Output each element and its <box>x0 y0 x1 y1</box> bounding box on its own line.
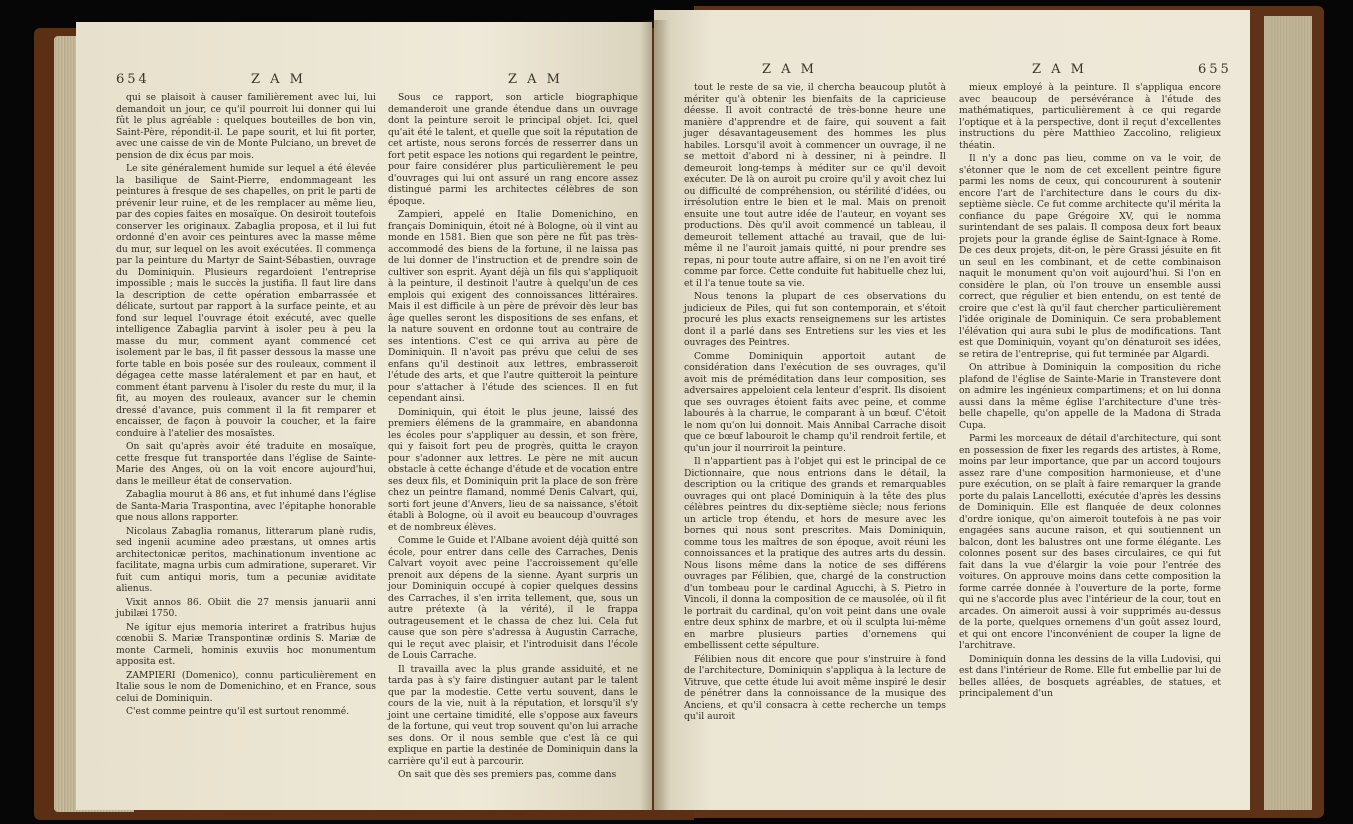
paragraph: Il travailla avec la plus grande assiduité, et ne tarda pas à s'y faire distinguer autant par le talent que par la modestie. Cette vertu souvent, dans le cours de la vie, nuit à la réputation, et lorsqu'il s'y joint une certaine timidité, elle s'oppose aux faveurs de la fortune, qui veut trop souvent qu'on lui arrache ses dons. Or il nous semble que c'est là ce qui explique en partie la destinée de Dominiquin dans la carrière qu'il eut à parcourir. <box>388 663 638 767</box>
book-gutter <box>640 20 670 810</box>
left-running-head-center: Z A M <box>508 72 563 87</box>
paragraph: Félibien nous dit encore que pour s'instruire à fond de l'architecture, Dominiquin s'appliqua à la lecture de Vitruve, que cette étude lui avoit même inspiré le desir de pénétrer dans la connoissance de la musique des Anciens, et qu'il consacra à cette recherche un temps qu'il auroit <box>684 653 946 722</box>
right-page <box>654 10 1250 810</box>
right-column-2 <box>959 82 1221 702</box>
left-page <box>76 22 652 810</box>
left-column-2 <box>388 92 638 783</box>
paragraph: Comme Dominiquin apportoit autant de considération dans l'exécution de ses ouvrages, qu'il avoit mis de préméditation dans leur composition, ses adversaires appeloient cela lenteur d'esprit. Ils disoient que ses ouvrages étoient faits avec peine, et comme labourés à la charrue, le comparant à un bœuf. C'étoit le nom qu'on lui donnoit. Mais Annibal Carrache disoit que ce bœuf labouroit le champ qu'il rendroit fertile, et qu'un jour il nourriroit la peinture. <box>684 350 946 454</box>
right-running-head: Z A M <box>1032 62 1087 77</box>
paragraph: On sait qu'après avoir été traduite en mosaïque, cette fresque fut transportée dans l'église de Sainte-Marie des Anges, où on la voit encore aujourd'hui, dans le meilleur état de conservation. <box>116 441 376 487</box>
right-column-1 <box>684 82 946 725</box>
right-page-number: 655 <box>1198 62 1232 77</box>
paragraph: Ne igitur ejus memoria interiret a fratribus hujus cœnobii S. Mariæ Transpontinæ ordinis S. Mariæ de monte Carmeli, hominis exuviis hoc monumentum apposita est. <box>116 621 376 667</box>
paragraph: Dominiquin, qui étoit le plus jeune, laissé des premiers élémens de la grammaire, en abandonna les écoles pour s'appliquer au dessin, et son frère, qui y faisoit fort peu de progrès, quitta le crayon pour s'adonner aux lettres. Le père ne mit aucun obstacle à cette échange d'étude et de vocation entre ses deux fils, et Dominiquin prit la place de son frère chez un peintre flamand, nommé Denis Calvart, qui, sorti fort jeune d'Anvers, lieu de sa naissance, s'étoit établi à Bologne, où il avoit eu beaucoup d'ouvrages et de nombreux élèves. <box>388 406 638 533</box>
left-page-number: 654 <box>116 72 150 87</box>
paragraph: On attribue à Dominiquin la composition du riche plafond de l'église de Sainte-Marie in Transtevere dont on admire les ingénieux compartimens; et on lui donna aussi dans la même église l'architecture d'une très-belle chapelle, qu'on appelle de la Madona di Strada Cupa. <box>959 362 1221 431</box>
paragraph: Le site généralement humide sur lequel a été élevée la basilique de Saint-Pierre, endommageant les peintures à fresque de ses chapelles, on prit le parti de prévenir leur ruine, et de les remplacer au même lieu, par des copies faites en mosaïque. On desiroit toutefois conserver les originaux. Zabaglia proposa, et il lui fut ordonné d'en avoir ces peintures avec la masse même du mur, sur lequel on les avoit exécutées. Il commença par la peinture du Martyr de Saint-Sébastien, ouvrage du Dominiquin. Plusieurs regardoient l'entreprise impossible ; mais le succès la justifia. Il faut lire dans la description de cette opération embarrassée et délicate, surtout par rapport à la surface peinte, et au fond sur lequel l'ouvrage étoit exécuté, avec quelle intelligence Zabaglia parvint à isoler peu à peu la masse du mur, comment ayant commencé cet isolement par le bas, il fit passer dessous la masse une forte table en bois posée sur des rouleaux, comment il dégagea cette masse latéralement et par en haut, et comment étant parvenu à l'isoler du reste du mur, il la fit, au moyen des rouleaux, avancer sur le chemin dressé d'avance, puis comment il la fit remparer et encaisser, de façon à pouvoir la coucher, et la faire conduire à l'atelier des mosaïstes. <box>116 163 376 439</box>
paragraph: Il n'y a donc pas lieu, comme on va le voir, de s'étonner que le nom de cet excellent peintre figure parmi les noms de ceux, qui concoururent à soutenir encore l'art de l'architecture dans le cours du dix-septième siècle. Ce fut comme architecte qu'il mérita la confiance du pape Grégoire XV, qui le nomma surintendant de ses palais. Il composa deux fort beaux projets pour la grande église de Saint-Ignace à Rome. De ces deux projets, dit-on, le père Grassi jésuite en fit un seul en les combinant, et de cette combinaison naquit le monument qu'on voit aujourd'hui. Si l'on en considère le plan, où l'on trouve un ensemble aussi correct, que régulier et bien entendu, on est tenté de croire que c'est là qu'il faut chercher particulièrement l'idée originale de Dominiquin. Ce sera probablement l'élévation qui aura subi le plus de modifications. Tant est que Dominiquin, voyant qu'on dénaturoit ses idées, se retira de l'entreprise, qui fut terminée par Algardi. <box>959 153 1221 360</box>
paragraph: Zampieri, appelé en Italie Domenichino, en français Dominiquin, étoit né à Bologne, où il vint au monde en 1581. Bien que son père ne fût pas très-accommodé des biens de la fortune, il ne laissa pas de lui donner de l'instruction et de prendre soin de cultiver son esprit. Ayant déjà un fils qui s'appliquoit à la peinture, il destinoit l'autre à quelqu'un de ces emplois qui exigent des connoissances littéraires. Mais il est difficile à un père de prévoir dès leur bas âge quelles seront les dispositions de ses enfans, et la nature souvent en ordonne tout au contraire de ses intentions. C'est ce qui arriva au père de Dominiquin. Il n'avoit pas prévu que celui de ses enfans qu'il destinoit aux lettres, embrasseroit l'étude des arts, et que l'autre quitteroit la peinture pour s'attacher à l'étude des sciences. Il en fut cependant ainsi. <box>388 209 638 404</box>
paragraph: Parmi les morceaux de détail d'architecture, qui sont en possession de fixer les regards des artistes, à Rome, moins par leur importance, que par un accord toujours assez rare d'une composition harmonieuse, et d'une pure exécution, on se plaît à faire remarquer la grande porte du palais Lancellotti, exécutée d'après les dessins de Dominiquin. Elle est flanquée de deux colonnes d'ordre ionique, qu'on aimeroit toutefois à ne pas voir engagées sans aucune raison, et qui soutiennent un balcon, dont les balustres ont une forme élégante. Les colonnes posent sur des bases circulaires, ce qui fut fait dans la vue d'élargir la voie pour l'entrée des voitures. On approuve moins dans cette composition la forme carrée donnée à l'ouverture de la porte, forme qui ne s'accorde plus avec l'intérieur de la cour, tout en arcades. On aimeroit aussi à voir supprimés au-dessus de la porte, quelques ornemens d'un goût assez lourd, et qui ont encore l'inconvénient de couper la ligne de l'architrave. <box>959 433 1221 651</box>
paragraph: Il n'appartient pas à l'objet qui est le principal de ce Dictionnaire, que nous entrions dans le détail, la description ou la critique des grands et remarquables ouvrages qui ont placé Dominiquin à la tête des plus célèbres peintres du dix-septième siècle; nous ferions un article trop étendu, et hors de mesure avec les bornes qui nous sont prescrites. Mais Dominiquin, comme tous les maîtres de son époque, avoit réuni les connoissances et la pratique des autres arts du dessin. Nous lisons même dans la notice de ses différens ouvrages par Félibien, que, chargé de la construction d'un tombeau pour le cardinal Agucchi, à S. Pietro in Vincoli, il donna la composition de ce mausolée, où il fit le portrait du cardinal, qu'on voit peint dans une ovale entre deux sphinx de marbre, et où il sculpta lui-même en marbre plusieurs parties d'ornemens qui embellissent cette sépulture. <box>684 456 946 651</box>
paragraph: Nous tenons la plupart de ces observations du judicieux de Piles, qui fut son contemporain, et s'étoit procuré les plus exacts renseignemens sur les artistes dont il a parlé dans ses Entretiens sur les vies et les ouvrages des Peintres. <box>684 291 946 348</box>
paragraph: qui se plaisoit à causer familièrement avec lui, lui demandoit un jour, ce qu'il pourroit lui donner qui lui fût le plus agréable : quelques bouteilles de bon vin, Saint-Père, répondit-il. Le pape sourit, et lui fit porter, avec une caisse de vin de Monte Pulciano, un brevet de pension de dix écus par mois. <box>116 92 376 161</box>
paragraph: On sait que dès ses premiers pas, comme dans <box>398 769 617 780</box>
paragraph: Comme le Guide et l'Albane avoient déjà quitté son école, pour entrer dans celle des Carraches, Denis Calvart voyoit avec peine l'accroissement qu'elle prenoit aux dépens de la sienne. Ayant surpris un jour Dominiquin occupé à copier quelques dessins des Carraches, il s'en irrita tellement, que, sous un autre prétexte (à la vérité), il le frappa outrageusement et le chassa de chez lui. Cela fut cause que son père s'adressa à Augustin Carrache, qui le reçut avec plaisir, et l'introduisit dans l'école de Louis Carrache. <box>388 535 638 661</box>
right-running-head-center: Z A M <box>762 62 817 77</box>
paragraph: Dominiquin donna les dessins de la villa Ludovisi, qui est dans l'intérieur de Rome. Elle fut embellie par lui de belles allées, de bosquets agréables, de statues, et principalement d'un <box>959 653 1222 699</box>
left-running-head: Z A M <box>251 72 306 87</box>
paragraph: Zabaglia mourut à 86 ans, et fut inhumé dans l'église de Santa-Maria Traspontina, avec l'épitaphe honorable que nous allons rapporter. <box>116 489 376 523</box>
left-column-1 <box>116 92 376 720</box>
paragraph: tout le reste de sa vie, il chercha beaucoup plutôt à mériter qu'à obtenir les bienfaits de la capricieuse déesse. Il avoit contracté de très-bonne heure une manière d'apprendre et de faire, qui souvent a fait juger désavantageusement des hommes les plus habiles. Lorsqu'il avoit à commencer un ouvrage, il ne se mettoit d'abord ni à dessiner, ni à peindre. Il demeuroit long-temps à méditer sur ce qu'il devoit exécuter. De là on auroit pu croire qu'il y avoit chez lui ou difficulté de compréhension, ou stérilité d'idées, ou irrésolution entre le bien et le mal. Mais on prenoit ensuite une tout autre idée de l'auteur, en voyant ses productions. Dès qu'il avoit commencé un tableau, il demeuroit tellement attaché au travail, que de lui-même il ne l'auroit jamais quitté, ni pour prendre ses repas, ni pour toute autre affaire, si on ne l'en avoit tiré comme par force. Cette conduite fut habituelle chez lui, et il l'a tenue toute sa vie. <box>684 82 946 289</box>
paragraph: mieux employé à la peinture. Il s'appliqua encore avec beaucoup de persévérance à l'étude des mathématiques, particulièrement à ce qui regarde l'optique et à la perspective, dont il reçut d'excellentes instructions du père Matthieo Zaccolino, religieux théatin. <box>959 82 1221 151</box>
page-edges-right <box>1264 16 1312 810</box>
paragraph: C'est comme peintre qu'il est surtout renommé. <box>126 706 350 717</box>
paragraph: Nicolaus Zabaglia romanus, litterarum planè rudis, sed ingenii acumine adeo præstans, ut omnes artis architectonicæ peritos, machinationum inventione ac facilitate, magna urbis cum admiratione, superaret. Vir fuit cum antiqui moris, tum a pecuniæ aviditate alienus. <box>116 525 376 594</box>
paragraph: Vixit annos 86. Obiit die 27 mensis januarii anni jubilæi 1750. <box>116 596 376 619</box>
paragraph: ZAMPIERI (Domenico), connu particulièrement en Italie sous le nom de Domenichino, et en France, sous celui de Dominiquin. <box>116 669 376 704</box>
paragraph: Sous ce rapport, son article biographique demanderoit une grande étendue dans un ouvrage dont la peinture seroit le principal objet. Ici, quel qu'ait été le talent, et quelle que soit la réputation de cet artiste, nous serons forcés de resserrer dans un fort petit espace les notions qui regardent le peintre, pour faire considérer plus particulièrement le peu d'ouvrages qui lui ont assuré un rang encore assez distingué parmi les architectes célèbres de son époque. <box>388 92 638 207</box>
